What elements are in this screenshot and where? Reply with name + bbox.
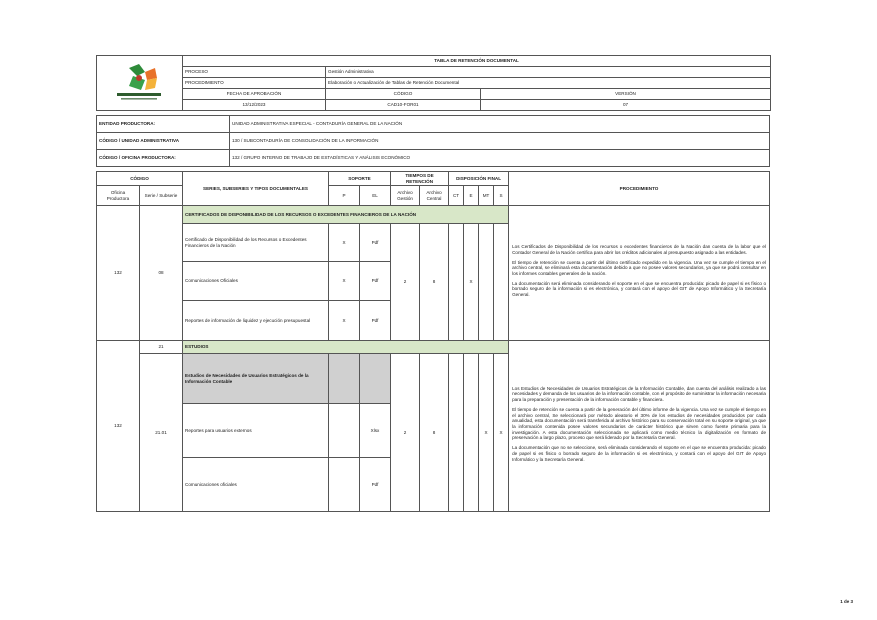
col-series: SERIES, SUBSERIES Y TIPOS DOCUMENTALES: [183, 172, 329, 206]
document-title: TABLA DE RETENCIÓN DOCUMENTAL: [183, 56, 771, 67]
s1-e: X: [464, 224, 479, 341]
s2-procedimiento: [509, 341, 770, 512]
s2-row-el: Xlsx: [360, 404, 391, 458]
col-el: EL: [360, 186, 391, 206]
s1-row-p: X: [329, 301, 360, 341]
oficina-label: CÓDIGO / OFICINA PRODUCTORA:: [97, 150, 230, 167]
s2-central: 8: [420, 354, 449, 512]
col-serie: Serie / Subserie: [140, 186, 183, 206]
s1-row-name: Comunicaciones Oficiales: [183, 262, 329, 301]
s2-subserie: 21.01: [140, 354, 183, 512]
col-s: S: [494, 186, 509, 206]
s2-proc-1: Los Estudios de Necesidades de Usuarios Estratégicos de la Información Contable, dan cuenta del análisis realizado a las necesidades y demanda de los usuarios de la información contable, con el propósito de suministrar la información necesaria para la preparación y presentación de la información contable y financiera.: [512, 385, 766, 403]
s1-s: [494, 224, 509, 341]
s2-ct: [449, 354, 464, 512]
s2-oficina: 132: [97, 341, 140, 512]
procedimiento-value: Elaboración o Actualización de Tablas de Retención Documental: [326, 78, 771, 89]
codigo-label: CÓDIGO: [326, 89, 481, 100]
s2-subtitle: Estudios de Necesidades de Usuarios Estratégicos de la Información Contable: [183, 354, 329, 404]
s2-s: X: [494, 354, 509, 512]
col-central: Archivo Central: [420, 186, 449, 206]
s2-proc-3: La documentación que no se seleccione, será eliminada considerando el soporte en el que se encuentra producida: picado de papel si es físico o borrado seguro de la información si es electrónica, y contará con el apoyo del GIT de Apoyo Informático y la Secretaría General.: [512, 445, 766, 462]
s2-row-p: [329, 404, 360, 458]
s1-central: 8: [420, 224, 449, 341]
unidad-label: CÓDIGO / UNIDAD ADMINISTRATIVA: [97, 133, 230, 150]
s1-mt: [479, 224, 494, 341]
s1-proc-3: La documentación será eliminada considerando el soporte en el que se encuentra producida: picado de papel si es físico o borrado seguro de la información si es electrónica, y contará con el apoyo del GIT de Apoyo Informático y la Secretaría General.: [512, 280, 766, 298]
procedimiento-label: PROCEDIMIENTO: [183, 78, 326, 89]
col-p: P: [329, 186, 360, 206]
col-codigo: CÓDIGO: [97, 172, 183, 186]
s1-row-p: X: [329, 224, 360, 262]
entidad-value: UNIDAD ADMINISTRATIVA ESPECIAL - CONTADURÍA GENERAL DE LA NACIÓN: [230, 116, 770, 133]
col-oficina: Oficina Productora: [97, 186, 140, 206]
s2-serie: 21: [140, 341, 183, 354]
s2-row-name: Reportes para usuarios externos: [183, 404, 329, 458]
s1-row-p: X: [329, 262, 360, 301]
entidad-label: ENTIDAD PRODUCTORA:: [97, 116, 230, 133]
s2-mt: X: [479, 354, 494, 512]
proceso-value: Gestión Administrativa: [326, 67, 771, 78]
fecha-value: 13/12/2023: [183, 100, 326, 111]
s1-proc-1: Los Certificados de Disponibilidad de los recursos o excedentes financieros de la Nación dan cuenta de la labor que el Contador General de la Nación certifica para abrir los créditos adicionales al presupuesto asignado a las entidades.: [512, 244, 766, 255]
s2-gestion: 2: [391, 354, 420, 512]
s1-row-name: Certificado de Disponibilidad de los Recursos o Excedentes Financieros de la Nación: [183, 224, 329, 262]
oficina-value: 132 / GRUPO INTERNO DE TRABAJO DE ESTADÍSTICAS Y ANÁLISIS ECONÓMICO: [230, 150, 770, 167]
version-label: VERSIÓN: [481, 89, 771, 100]
s1-title: CERTIFICADOS DE DISPONIBILIDAD DE LOS RECURSOS O EXCEDENTES FINANCIEROS DE LA NACIÓN: [183, 206, 509, 224]
col-gestion: Archivo Gestión: [391, 186, 420, 206]
s1-gestion: 2: [391, 224, 420, 341]
unidad-value: 130 / SUBCONTADURÍA DE CONSOLIDACIÓN DE LA INFORMACIÓN: [230, 133, 770, 150]
s2-row-el: Pdf: [360, 458, 391, 512]
retention-table-sheet: [96, 55, 770, 512]
col-tiempos: TIEMPOS DE RETENCIÓN: [391, 172, 449, 186]
fecha-label: FECHA DE APROBACIÓN: [183, 89, 326, 100]
s2-row-p: [329, 458, 360, 512]
s1-row-name: Reportes de información de liquidez y ejecución presupuestal: [183, 301, 329, 341]
page-number: 1 de 3: [840, 599, 853, 604]
contaduria-logo-icon: [99, 62, 179, 104]
col-e: E: [464, 186, 479, 206]
codigo-value: CAD10-FOR01: [326, 100, 481, 111]
document-header: [96, 55, 771, 111]
s2-row-name: Comunicaciones oficiales: [183, 458, 329, 512]
entity-info: [96, 115, 770, 167]
s1-row-el: Pdf: [360, 224, 391, 262]
col-mt: MT: [479, 186, 494, 206]
col-ct: CT: [449, 186, 464, 206]
retention-table: [96, 171, 770, 512]
col-procedimiento: PROCEDIMIENTO: [509, 172, 770, 206]
s2-proc-2: El tiempo de retención se cuenta a partir de la generación del último informe de la vigencia. Una vez se cumple el tiempo en el archivo central, Se seleccionará por método aleatorio el 30% de los estudios de necesidades producidos por cada anualidad, esta documentación será transferida al archivo histórico para su conservación total en su soporte original, ya que la información contenida posee valores secundarios de carácter histórico que sirven como fuente primaria para la investigación. A esta documentación seleccionada se aplicará como medio técnico la digitalización en formato de preservación a largo plazo, proceso que será liderado por la Secretaría General.: [512, 406, 766, 441]
s1-proc-2: El tiempo de retención se cuenta a partir del último certificado expedido en la vigencia. Una vez se cumple el tiempo en el archivo central, se eliminará esta documentación debido a que no posee valores secundarios, ya que se podrá consultar en los informes contables generales de la nación.: [512, 259, 766, 276]
proceso-label: PROCESO: [183, 67, 326, 78]
s1-serie: 08: [140, 206, 183, 341]
s1-row-el: Pdf: [360, 301, 391, 341]
version-value: 07: [481, 100, 771, 111]
s1-ct: [449, 224, 464, 341]
s2-title: ESTUDIOS: [183, 341, 509, 354]
s1-procedimiento: [509, 206, 770, 341]
logo-cell: [97, 56, 183, 111]
s2-e: [464, 354, 479, 512]
s1-row-el: Pdf: [360, 262, 391, 301]
col-disposicion: DISPOSICIÓN FINAL: [449, 172, 509, 186]
col-soporte: SOPORTE: [329, 172, 391, 186]
s1-oficina: 132: [97, 206, 140, 341]
